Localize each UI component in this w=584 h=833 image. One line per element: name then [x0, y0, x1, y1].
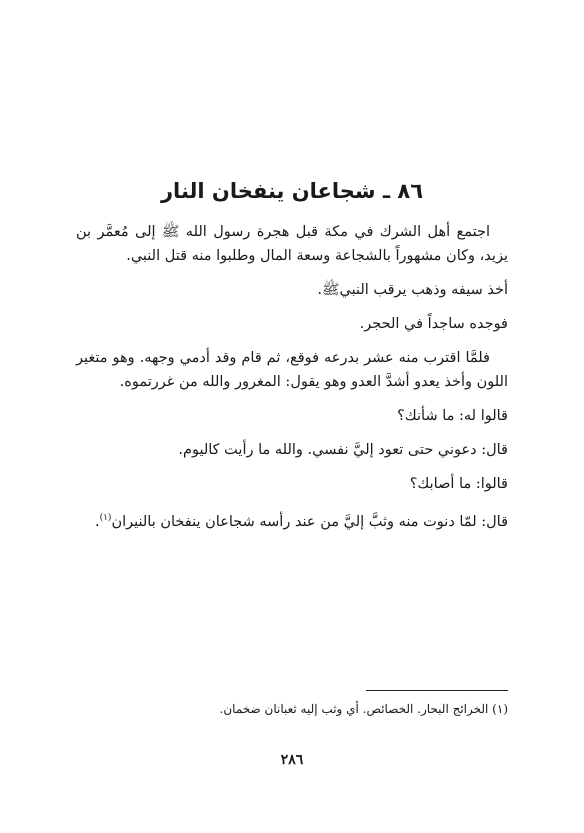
chapter-heading: ٨٦ ـ شجاعان ينفخان النار — [160, 179, 424, 203]
paragraph: قال: دعوني حتى تعود إليَّ نفسي. والله ما رأيت كاليوم. — [178, 442, 508, 458]
paragraph: أخذ سيفه وذهب يرقب النبيﷺ. — [317, 282, 508, 298]
paragraph: قالوا: ما أصابك؟ — [409, 476, 508, 492]
footnote: (١) الخرائج البحار. الخصائص. أي وثب إليه ثعبانان ضخمان. — [219, 702, 508, 716]
paragraph: اجتمع أهل الشرك في مكة قبل هجرة رسول الله ﷺ إلى مُعمَّر بن يزيد، وكان مشهوراً بالشجاعة وسعة المال وطلبوا منه قتل النبي. — [76, 224, 508, 264]
page-number: ٢٨٦ — [280, 752, 304, 768]
paragraph: قالوا له: ما شأنك؟ — [397, 408, 508, 424]
paragraph: فلمَّا اقترب منه عشر بدرعه فوقع، ثم قام وقد أدمي وجهه. وهو متغير اللون وأخذ يعدو أشدَّ العدو وهو يقول: المغرور والله من غررتموه. — [76, 350, 508, 390]
footnote-reference: (١) — [99, 513, 112, 523]
paragraph-with-footnote — [76, 506, 508, 534]
paragraph: فوجده ساجداً في الحجر. — [359, 316, 508, 332]
footnote-divider — [366, 690, 508, 691]
paragraph-end-period: . — [94, 513, 100, 530]
paragraph-text: قال: لمّا دنوت منه وثبَّ إليَّ من عند رأسه شجاعان ينفخان بالنيران — [111, 513, 508, 530]
body-text — [76, 220, 508, 544]
